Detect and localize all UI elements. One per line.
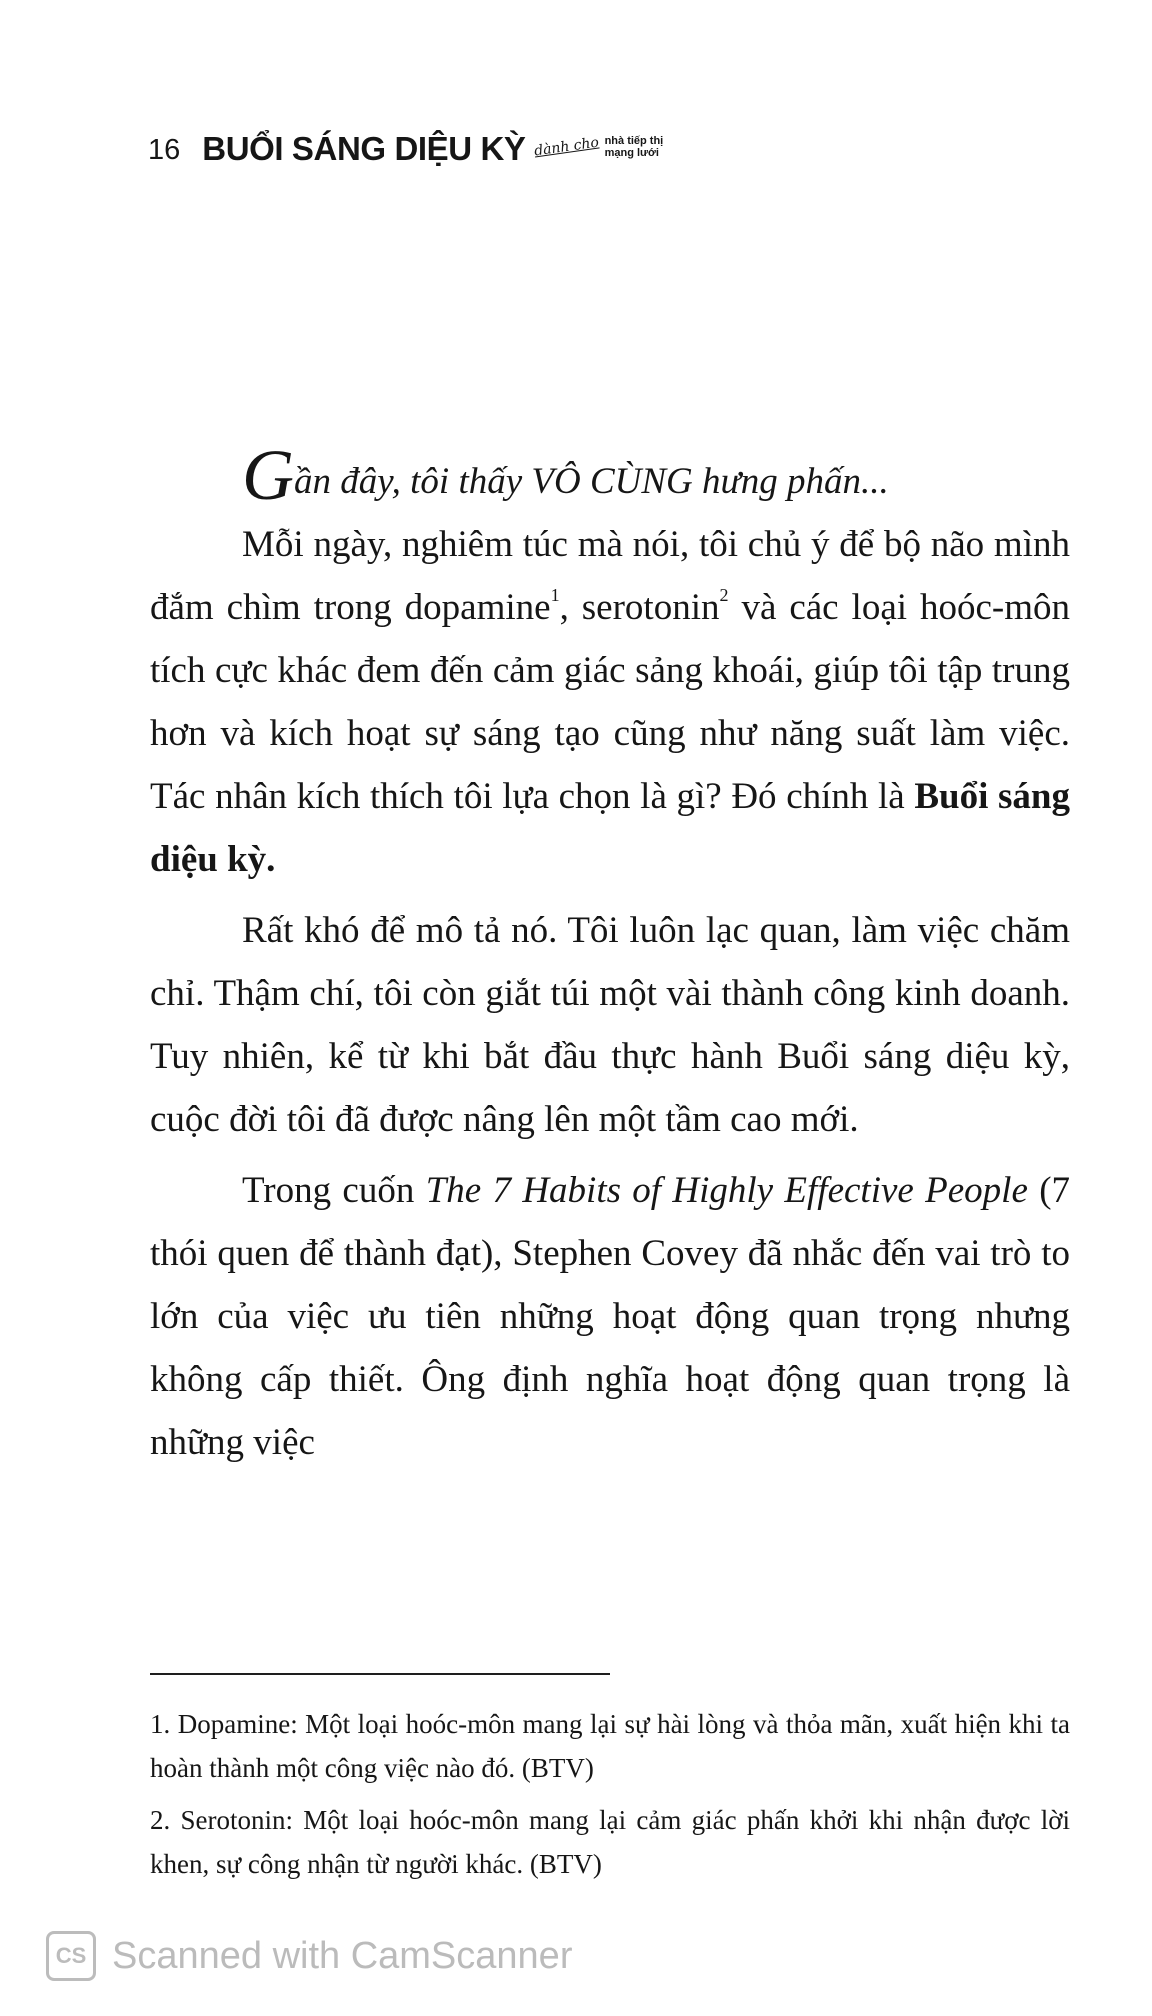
running-header [148, 122, 663, 172]
footnote-ref-1: 1 [550, 585, 560, 605]
paragraph-3 [150, 1159, 1070, 1474]
drop-cap: G [242, 435, 294, 515]
lead-sentence [150, 435, 1070, 515]
paragraph-2: Rất khó để mô tả nó. Tôi luôn lạc quan, làm việc chăm chỉ. Thậm chí, tôi còn giắt túi một vài thành công kinh doanh. Tuy nhiên, kể từ khi bắt đầu thực hành Buổi sáng diệu kỳ, cuộc đời tôi đã được nâng lên một tầm cao mới. [150, 910, 1070, 1140]
paragraph-1 [150, 513, 1070, 891]
footnote-ref-2: 2 [719, 585, 729, 605]
subtitle-line-2: mạng lưới [604, 147, 659, 159]
subtitle-block [605, 135, 664, 159]
paragraph-3-text-b: (7 thói quen để thành đạt), Stephen Covey đã nhắc đến vai trò to lớn của việc ưu tiên những hoạt động quan trọng nhưng không cấp thiết. Ông định nghĩa hoạt động quan trọng là những việc [150, 1170, 1071, 1463]
body-text [150, 435, 1071, 1474]
paragraph-1-text-a: Mỗi ngày, nghiêm túc mà nói, tôi chủ ý để bộ não mình đắm chìm trong dopamine [150, 524, 1070, 628]
paragraph-1-text-c: và các loại hoóc-môn tích cực khác đem đến cảm giác sảng khoái, giúp tôi tập trung hơn và kích hoạt sự sáng tạo cũng như năng suất làm việc. Tác nhân kích thích tôi lựa chọn là gì? Đó chính là [150, 587, 1070, 817]
watermark-text: Scanned with CamScanner [112, 1934, 573, 1977]
footnotes [150, 1702, 1070, 1894]
paragraph-1-text-b: , serotonin [559, 587, 720, 628]
dedication-script: dành cho [532, 134, 600, 160]
footnote-2: 2. Serotonin: Một loại hoóc-môn mang lại cảm giác phấn khởi khi nhận được lời khen, sự công nhận từ người khác. (BTV) [150, 1805, 1070, 1879]
camscanner-watermark [46, 1928, 572, 1984]
book-title-italic: The 7 Habits of Highly Effective People [425, 1170, 1028, 1211]
book-title: BUỔI SÁNG DIỆU KỲ [202, 130, 526, 167]
camscanner-logo-icon: CS [46, 1931, 96, 1981]
lead-rest: ần đây, tôi thấy VÔ CÙNG hưng phấn... [294, 461, 889, 502]
page-number: 16 [148, 133, 181, 166]
footnote-1: 1. Dopamine: Một loại hoóc-môn mang lại sự hài lòng và thỏa mãn, xuất hiện khi ta hoàn thành một công việc nào đó. (BTV) [150, 1709, 1070, 1783]
paragraph-3-text-a: Trong cuốn [242, 1170, 426, 1211]
subtitle-line-1: nhà tiếp thị [604, 135, 664, 147]
footnote-divider [150, 1673, 610, 1675]
paragraph-1-bold: Buổi sáng diệu kỳ. [150, 776, 1070, 880]
